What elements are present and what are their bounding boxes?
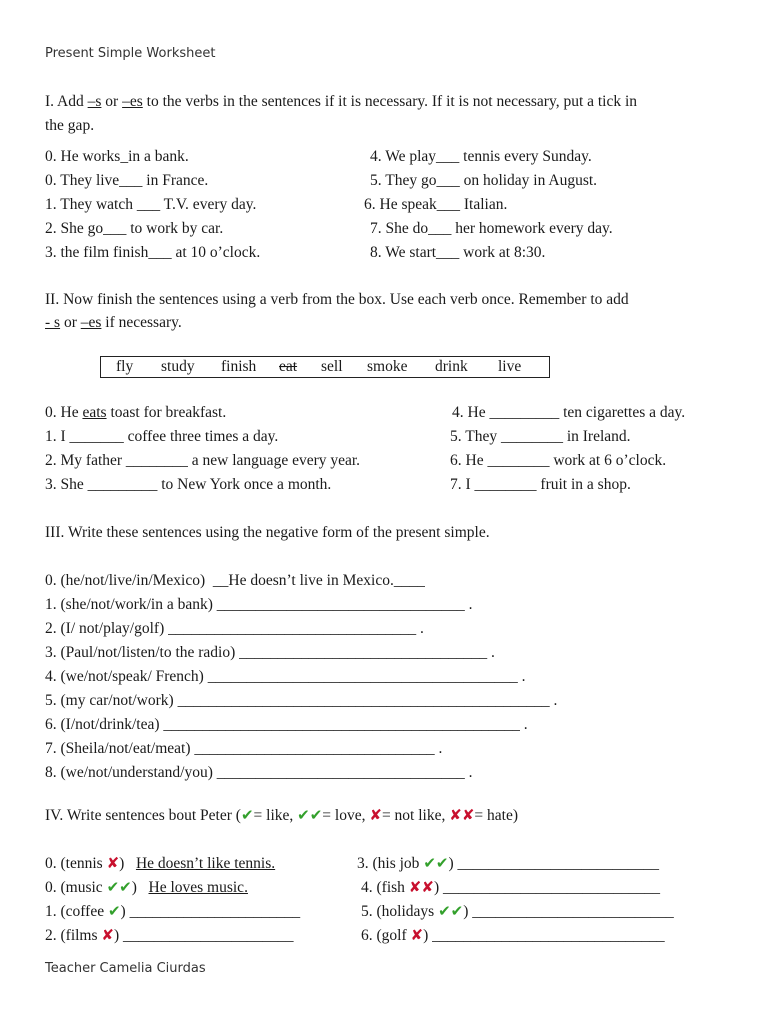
s4-item-answer: __________________________ xyxy=(472,903,674,920)
s4-item-answer: ______________________ xyxy=(129,903,301,920)
tick-icon: ✔ xyxy=(309,806,323,824)
s3-item: 7. (Sheila/not/eat/meat) _______________________________ . xyxy=(45,740,443,757)
verb-drink: drink xyxy=(435,358,468,375)
s2-left-item: 2. My father ________ a new language every year. xyxy=(45,452,361,469)
s4-item-close: ) xyxy=(131,879,137,896)
s4-item-answer: ______________________________ xyxy=(432,927,665,944)
s4-right-item xyxy=(357,854,659,873)
s4-item-close: ) xyxy=(423,927,429,944)
s2-post: if necessary. xyxy=(101,314,182,331)
s4-item-close: ) xyxy=(120,903,126,920)
s2-s-suffix: - s xyxy=(45,314,61,331)
s4-eq-notlike: = not like, xyxy=(381,807,450,824)
s3-ex-answer: __He doesn’t live in Mexico.____ xyxy=(212,572,425,589)
s4-item-prompt: 2. (films xyxy=(45,927,102,944)
verb-study: study xyxy=(161,358,195,375)
cross-icon: ✘ xyxy=(106,854,120,872)
s4-left-item xyxy=(45,878,248,897)
worksheet-title: Present Simple Worksheet xyxy=(45,46,216,61)
s4-item-prompt: 6. (golf xyxy=(361,927,411,944)
s2-ex-post: toast for breakfast. xyxy=(106,404,227,421)
tick-icon: ✔✔ xyxy=(106,878,132,896)
s1-or: or xyxy=(101,93,123,110)
s4-item-close: ) xyxy=(463,903,469,920)
verb-sell: sell xyxy=(321,358,343,375)
s4-item-answer: ______________________ xyxy=(123,927,294,944)
cross-icon: ✘ xyxy=(101,926,114,944)
s2-or: or xyxy=(60,314,81,331)
s2-ex-verb: eats xyxy=(82,404,107,421)
s4-eq-hate: = hate) xyxy=(474,807,518,824)
s4-left-item xyxy=(45,854,275,873)
s4-item-answer: He loves music. xyxy=(148,879,248,896)
cross-icon: ✘ xyxy=(410,926,424,944)
s3-item: 6. (I/not/drink/tea) ______________________________________________ . xyxy=(45,716,528,733)
s4-item-close: ) xyxy=(119,855,125,872)
tick-icon: ✔ xyxy=(297,806,310,824)
s3-item: 4. (we/not/speak/ French) ________________________________________ . xyxy=(45,668,526,685)
s4-item-prompt: 5. (holidays xyxy=(361,903,439,920)
s1-s-suffix: –s xyxy=(87,93,102,110)
tick-icon: ✔ xyxy=(240,806,254,824)
section-3-instruction: III. Write these sentences using the negative form of the present simple. xyxy=(45,524,490,541)
section-2-instruction: II. Now finish the sentences using a verb from the box. Use each verb once. Remember to add xyxy=(45,291,629,308)
s1-right-item: 6. He speak___ Italian. xyxy=(364,196,508,213)
s4-right-item xyxy=(361,926,665,945)
section-2-instruction-line-2 xyxy=(45,314,182,332)
verb-live: live xyxy=(498,358,522,375)
s4-item-answer: __________________________ xyxy=(457,855,659,872)
s4-item-close: ) xyxy=(433,879,440,896)
tick-icon: ✔✔ xyxy=(423,854,449,872)
s4-item-prompt: 0. (tennis xyxy=(45,855,107,872)
s3-item: 3. (Paul/not/listen/to the radio) ________________________________ . xyxy=(45,644,495,661)
s3-ex-prompt: 0. (he/not/live/in/Mexico) xyxy=(45,572,206,589)
cross-icon: ✘ xyxy=(461,806,475,824)
verb-smoke: smoke xyxy=(367,358,408,375)
cross-icon: ✘✘ xyxy=(408,878,434,896)
tick-icon: ✔ xyxy=(107,902,121,920)
s2-right-item: 7. I ________ fruit in a shop. xyxy=(450,476,631,493)
s1-right-item: 4. We play___ tennis every Sunday. xyxy=(370,148,592,165)
s1-right-item: 5. They go___ on holiday in August. xyxy=(370,172,598,189)
section-1-instruction xyxy=(45,93,637,111)
s2-right-item: 6. He ________ work at 6 o’clock. xyxy=(450,452,667,469)
s2-es-suffix: –es xyxy=(80,314,102,331)
s1-right-item: 7. She do___ her homework every day. xyxy=(370,220,613,237)
s4-item-prompt: 0. (music xyxy=(45,879,107,896)
verb-fly: fly xyxy=(116,358,134,375)
footer-teacher: Teacher Camelia Ciurdas xyxy=(45,961,206,976)
s3-example xyxy=(45,572,425,590)
s1-right-item: 8. We start___ work at 8:30. xyxy=(370,244,546,261)
s4-right-item xyxy=(361,878,660,897)
s4-item-prompt: 1. (coffee xyxy=(45,903,108,920)
s3-item: 5. (my car/not/work) ________________________________________________ . xyxy=(45,692,558,709)
s2-right-item: 4. He _________ ten cigarettes a day. xyxy=(452,404,686,421)
s2-example xyxy=(45,404,226,422)
s1-left-item: 3. the film finish___ at 10 o’clock. xyxy=(45,244,261,261)
s4-item-close: ) xyxy=(113,927,120,944)
s1-title-post: to the verbs in the sentences if it is necessary. If it is not necessary, put a tick in xyxy=(142,93,638,110)
s1-left-item: 0. He works_in a bank. xyxy=(45,148,189,165)
s2-right-item: 5. They ________ in Ireland. xyxy=(450,428,631,445)
s1-left-item: 1. They watch ___ T.V. every day. xyxy=(45,196,257,213)
s2-ex-pre: 0. He xyxy=(45,404,83,421)
s4-item-answer: ____________________________ xyxy=(442,879,660,896)
s4-item-close: ) xyxy=(448,855,454,872)
s3-item: 8. (we/not/understand/you) ________________________________ . xyxy=(45,764,473,781)
s1-title-pre: I. Add xyxy=(45,93,88,110)
tick-icon: ✔✔ xyxy=(438,902,464,920)
s4-left-item xyxy=(45,902,300,921)
s1-es-suffix: –es xyxy=(122,93,143,110)
s3-item: 1. (she/not/work/in a bank) ________________________________ . xyxy=(45,596,473,613)
s1-left-item: 0. They live___ in France. xyxy=(45,172,209,189)
s3-item: 2. (I/ not/play/golf) ________________________________ . xyxy=(45,620,424,637)
s4-eq-love: = love, xyxy=(322,807,370,824)
s1-left-item: 2. She go___ to work by car. xyxy=(45,220,224,237)
s2-left-item: 3. She _________ to New York once a month. xyxy=(45,476,332,493)
verb-eat-crossed-out: eat xyxy=(279,358,298,375)
s4-title-pre: IV. Write sentences bout Peter ( xyxy=(45,807,241,824)
s4-left-item xyxy=(45,926,294,945)
section-1-instruction-line-2: the gap. xyxy=(45,117,95,134)
cross-icon: ✘ xyxy=(449,806,462,824)
s4-eq-like: = like, xyxy=(253,807,298,824)
s4-item-prompt: 3. (his job xyxy=(357,855,424,872)
section-4-instruction xyxy=(45,806,518,825)
verb-finish: finish xyxy=(221,358,257,375)
s2-left-item: 1. I _______ coffee three times a day. xyxy=(45,428,279,445)
s4-right-item xyxy=(361,902,674,921)
cross-icon: ✘ xyxy=(369,806,382,824)
s4-item-prompt: 4. (fish xyxy=(361,879,409,896)
s4-item-answer: He doesn’t like tennis. xyxy=(135,855,276,872)
